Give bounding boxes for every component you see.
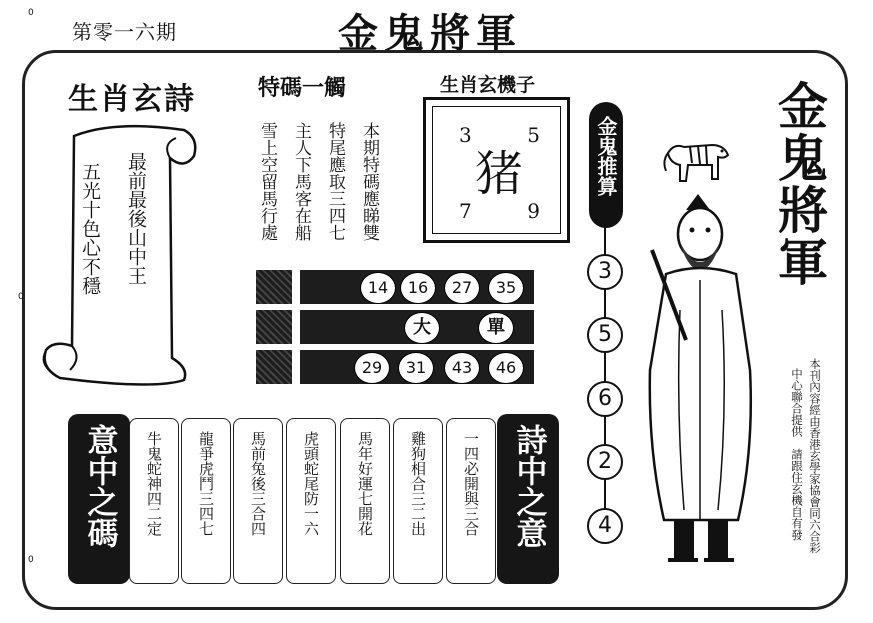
sign-number-bottom-left: 7: [459, 199, 472, 223]
poem-slip: [446, 418, 496, 584]
corner-mark-top: 0: [28, 8, 34, 18]
issue-number: 第零一六期: [72, 20, 177, 44]
special-code-line-4: 雪上空留馬行處: [257, 122, 277, 241]
corner-mark-middle: 0: [18, 292, 24, 302]
poem-slip-text: 馬前兔後三合四: [249, 431, 267, 536]
special-code-title: 特碼一觸: [258, 76, 347, 101]
number-ball: 31: [398, 352, 434, 384]
zodiac-poem-title: 生肖玄詩: [68, 82, 196, 117]
general-figure-image: [628, 190, 768, 570]
notice-line-1: 本刊內容經由香港玄學家協會同六合彩: [808, 358, 822, 554]
poem-slip-text: 虎頭蛇尾防一六: [302, 431, 320, 536]
poem-slip: [393, 418, 443, 584]
number-ball: 46: [488, 352, 524, 384]
recommend-number: 2: [587, 444, 623, 480]
number-ball: 43: [444, 352, 480, 384]
number-ball: 35: [488, 272, 524, 304]
sign-number-top-right: 5: [527, 123, 540, 147]
zodiac-poem-line-2: 五光十色心不穩: [79, 162, 101, 295]
poem-slip: [340, 418, 390, 584]
number-ball: 16: [400, 272, 436, 304]
number-ball: 14: [360, 272, 396, 304]
right-label: 詩中之意: [510, 424, 547, 548]
recommend-number: 6: [587, 381, 623, 417]
sign-number-top-left: 3: [459, 123, 472, 147]
poem-slip: [181, 418, 231, 584]
tiger-icon: [662, 135, 732, 187]
number-band-2: [300, 310, 534, 344]
left-label-panel: [68, 414, 130, 584]
poem-slip-text: 牛鬼蛇神四二定: [145, 431, 163, 536]
number-band-1: [300, 270, 534, 304]
poem-slip-text: 雞狗相合三二出: [409, 431, 427, 536]
page-title: 金鬼將軍: [338, 10, 522, 57]
special-code-line-2: 特尾應取三四七: [325, 122, 345, 241]
size-ball: 大: [404, 312, 440, 344]
number-band-3: [300, 350, 534, 384]
corner-mark-bottom: 0: [28, 555, 34, 565]
special-code-line-3: 主人下馬客在船: [291, 122, 311, 241]
sign-animal: 猪: [475, 146, 524, 202]
zodiac-poem-line-1: 最前最後山中王: [125, 152, 147, 285]
band-stub-3: [256, 350, 292, 384]
poem-slip: [233, 418, 283, 584]
band-stub-1: [256, 270, 292, 304]
special-code-line-1: 本期特碼應睇雙: [359, 122, 379, 241]
scroll-image: [34, 118, 206, 390]
poem-slip: [129, 418, 179, 584]
number-sign-box: [423, 97, 570, 243]
left-label: 意中之碼: [81, 424, 118, 548]
poem-slip-text: 一四必開與三合: [462, 431, 480, 536]
number-ball: 29: [354, 352, 390, 384]
poem-slip-text: 龍爭虎鬥三四七: [197, 431, 215, 536]
recommend-number: 4: [587, 508, 623, 544]
number-sign-title: 生肖玄機子: [440, 74, 536, 96]
recommend-label: 金鬼推算: [594, 116, 618, 196]
sign-number-bottom-right: 9: [527, 199, 540, 223]
notice-line-2: 中心聯合提供 請跟住玄機自有發: [790, 368, 804, 541]
recommend-number: 3: [587, 254, 623, 290]
poem-slip-text: 馬年好運七開花: [356, 431, 374, 536]
band-stub-2: [256, 310, 292, 344]
side-title: 金鬼將軍: [770, 80, 828, 288]
number-ball: 27: [444, 272, 480, 304]
parity-ball: 單: [478, 312, 514, 344]
poem-slip: [286, 418, 336, 584]
recommend-number: 5: [587, 317, 623, 353]
right-label-panel: [497, 414, 559, 584]
